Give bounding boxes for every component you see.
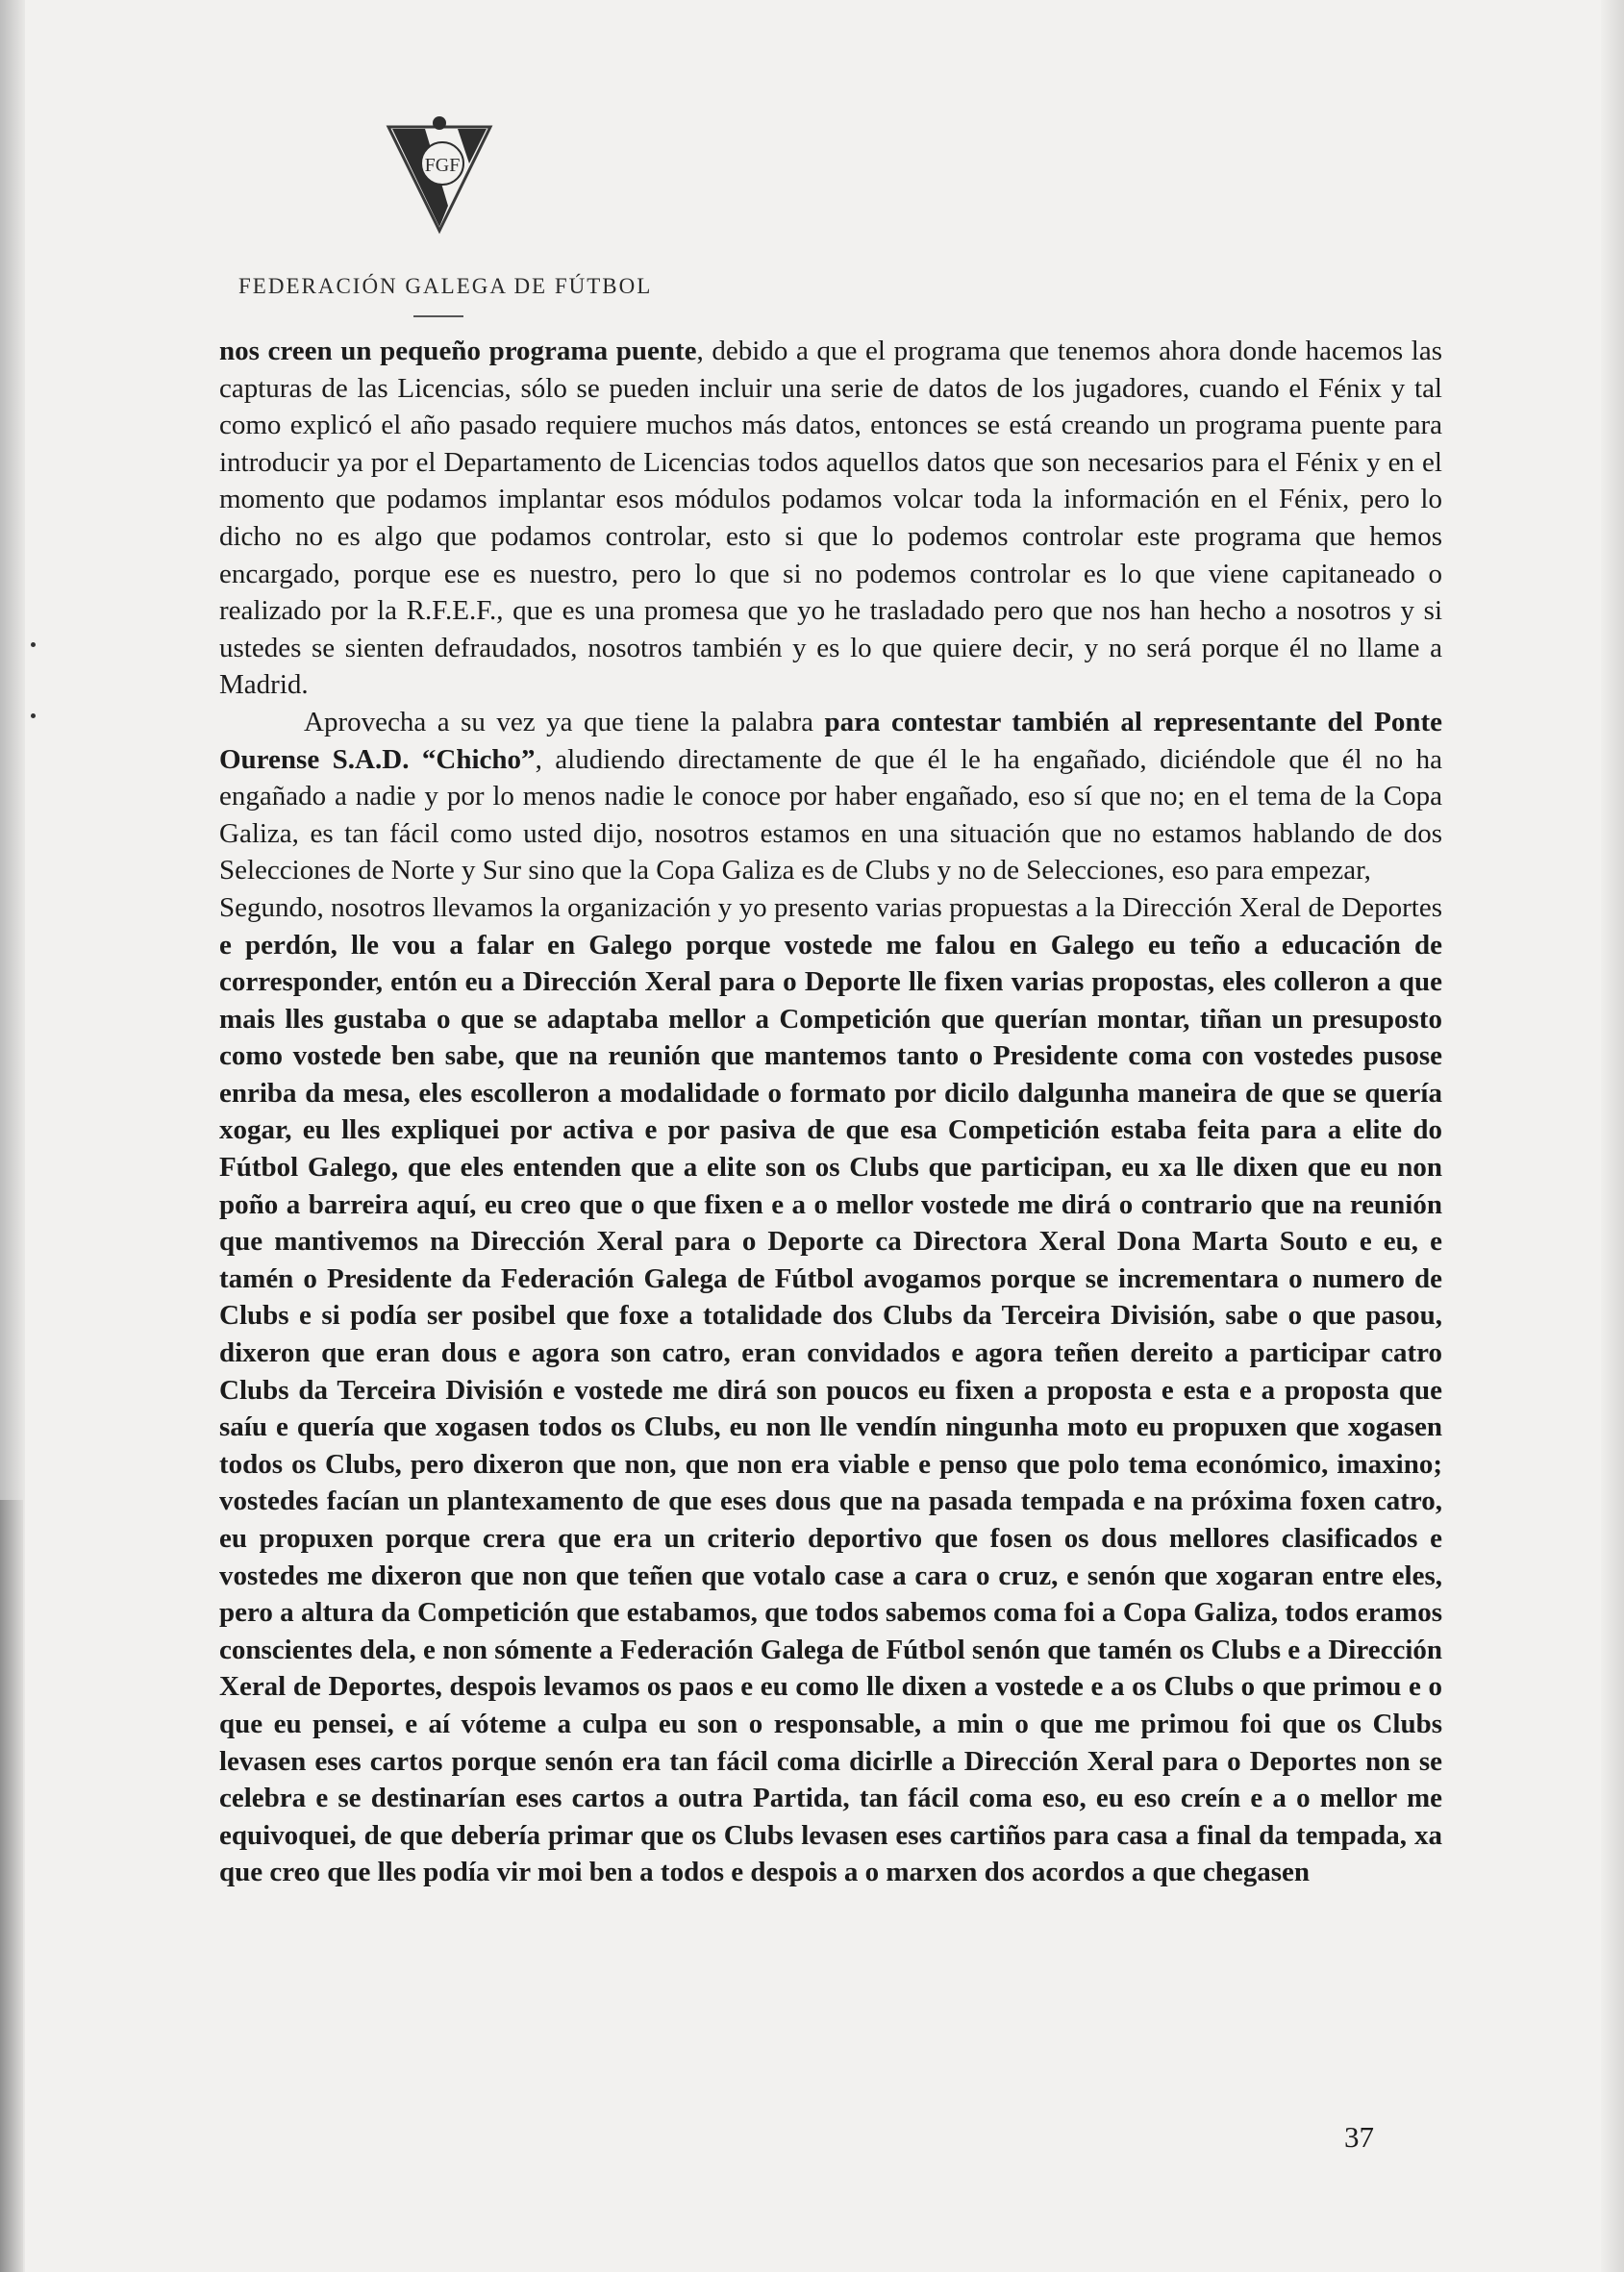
text-run: Aprovecha a su vez ya que tiene la palabra: [304, 706, 825, 737]
text-run: , aludiendo directamente de que él le ha engañado, diciéndole que él no ha engañado a nadie y por lo menos nadie le conoce por haber engañado, eso sí que no; en el tema de la Copa Galiza, es tan fácil como usted dijo, nosotros estamos en una situación que no estamos hablando de dos Selecciones de Norte y Sur sino que la Copa Galiza es de Clubs y no de Selecciones, eso para empezar,: [219, 743, 1442, 886]
organization-name: FEDERACIÓN GALEGA DE FÚTBOL: [238, 274, 653, 298]
scan-left-edge-dark: [0, 1500, 23, 2272]
document-body: [219, 333, 1442, 1891]
paragraph-1: [219, 333, 1442, 704]
text-run: , debido a que el programa que tenemos ahora donde hacemos las capturas de las Licencias, sólo se pueden incluir una serie de datos de los jugadores, cuando el Fénix y tal como explicó el año pasado requiere muchos más datos, entonces se está creando un programa puente para introducir ya por el Departamento de Licencias todos aquellos datos que son necesarios para el Fénix y en el momento que podamos implantar esos módulos podamos volcar toda la información en el Fénix, pero lo dicho no es algo que podamos controlar, esto si que lo podemos controlar este programa que hemos encargado, porque ese es nuestro, pero lo que si no podemos controlar es lo que viene capitaneado o realizado por la R.F.E.F., que es una promesa que yo he trasladado pero que nos han hecho a nosotros y si ustedes se sienten defraudados, nosotros también y es lo que quiere decir, y no será porque él no llame a Madrid.: [219, 336, 1442, 701]
scan-mark: [31, 713, 36, 718]
scan-mark: [31, 642, 36, 647]
logo-letters: FGF: [424, 155, 461, 176]
bold-text-run: nos creen un pequeño programa puente: [219, 336, 697, 366]
page-number: 37: [1344, 2120, 1374, 2154]
text-run: Segundo, nosotros llevamos la organización y yo presento varias propuestas a la Dirección Xeral de Deportes: [219, 891, 1442, 923]
paragraph-2: [219, 704, 1442, 889]
bold-text-run: e perdón, lle vou a falar en Galego porque vostede me falou en Galego eu teño a educación de corresponder, entón eu a Dirección Xeral para o Deporte lle fixen varias propostas, eles colleron a que mais lles gustaba o que se adaptaba mellor a Competición que querían montar, tiñan un presuposto como vostede ben sabe, que na reunión que mantemos tanto o Presidente coma con vostedes pusose enriba da mesa, eles escolleron a modalidade o formato por dicilo dalgunha maneira de que se quería xogar, eu lles expliquei por activa e por pasiva de que esa Competición estaba feita para a elite do Fútbol Galego, que eles entenden que a elite son os Clubs que participan, eu xa lle dixen que eu non poño a barreira aquí, eu creo que o que fixen e a o mellor vostede me dirá o contrario que na reunión que mantivemos na Dirección Xeral para o Deporte ca Directora Xeral Dona Marta Souto e eu, e tamén o Presidente da Federación Galega de Fútbol avogamos porque se incrementara o numero de Clubs e si podía ser posibel que foxe a totalidade dos Clubs da Terceira División, sabe o que pasou, dixeron que eran dous e agora son catro, eran convidados e agora teñen dereito a participar catro Clubs da Terceira División e vostede me dirá son poucos eu fixen a proposta e esta e a proposta que saíu e quería que xogasen todos os Clubs, eu non lle vendín ningunha moto eu propuxen que xogasen todos os Clubs, pero dixeron que non, que non era viable e penso que polo tema económico, imaxino; vostedes facían un plantexamento de que eses dous que na pasada tempada e na próxima foxen catro, eu propuxen porque crera que era un criterio deportivo que fosen os dous mellores clasificados e vostedes me dixeron que non que teñen que votalo case a cara o cruz, e senón que xogaran entre eles, pero a altura da Competición que estabamos, que todos sabemos coma foi a Copa Galiza, todos eramos conscientes dela, e non sómente a Federación Galega de Fútbol senón que tamén os Clubs e a Dirección Xeral de Deportes, despois levamos os paos e eu como lle dixen a vostede e a os Clubs o que primou e o que eu pensei, e aí vóteme a culpa eu son o responsable, a min o que me primou foi que os Clubs levasen eses cartos porque senón era tan fácil coma dicirlle a Dirección Xeral para o Deportes non se celebra e se destinarían eses cartos a outra Partida, tan fácil coma eso, eu eso creín e a o mellor me equivoquei, de que debería primar que os Clubs levasen eses cartiños para casa a final da tempada, xa que creo que lles podía vir moi ben a todos e despois a o marxen dos acordos a que chegasen: [219, 929, 1442, 1888]
bold-text-run: para contestar también al representante del Ponte Ourense S.A.D. “Chicho”: [219, 706, 1442, 775]
header-rule: [413, 315, 463, 317]
fgf-crest-logo: [377, 113, 502, 238]
scan-right-edge: [1601, 0, 1624, 2272]
paragraph-3: [219, 889, 1442, 1891]
